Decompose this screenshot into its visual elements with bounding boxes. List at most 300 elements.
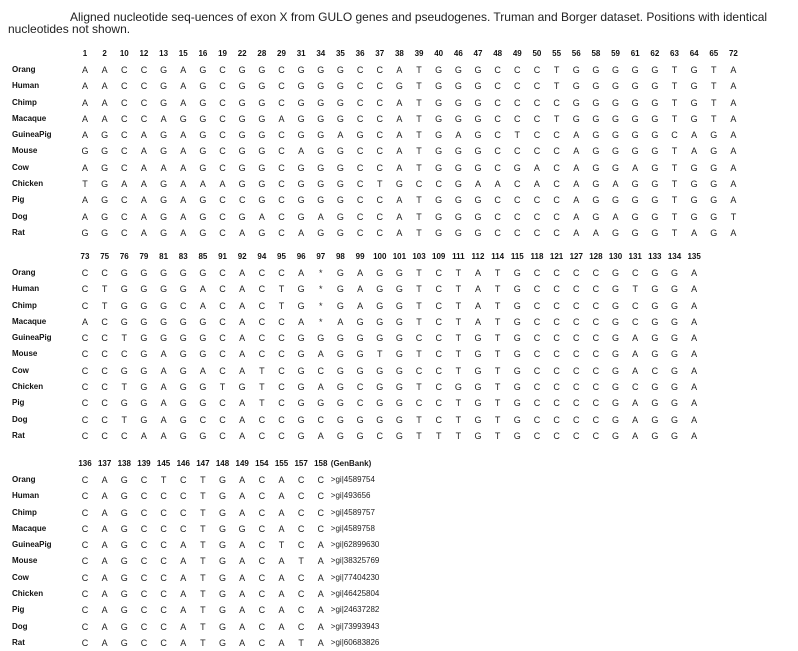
nucleotide: G: [238, 81, 246, 92]
nucleotide: A: [278, 637, 285, 648]
nucleotide: G: [160, 65, 168, 75]
nucleotide: C: [415, 333, 423, 344]
nucleotide: G: [651, 97, 659, 108]
nucleotide: A: [101, 572, 108, 583]
nucleotide: C: [219, 333, 226, 344]
nucleotide: T: [200, 475, 206, 485]
nucleotide: A: [632, 398, 639, 409]
nucleotide: G: [160, 81, 168, 92]
nucleotide: C: [160, 491, 167, 502]
species-label: Mouse: [12, 556, 38, 566]
nucleotide: C: [258, 589, 266, 600]
nucleotide: G: [395, 382, 403, 393]
nucleotide: G: [612, 430, 620, 441]
nucleotide: G: [376, 316, 384, 327]
nucleotide: T: [416, 227, 422, 238]
nucleotide: C: [297, 491, 305, 502]
nucleotide: A: [494, 179, 501, 190]
nucleotide: G: [690, 113, 698, 124]
nucleotide: G: [297, 398, 305, 409]
nucleotide: C: [258, 300, 266, 311]
nucleotide: A: [691, 130, 698, 141]
nucleotide: G: [219, 637, 227, 648]
nucleotide: C: [140, 621, 148, 632]
nucleotide: G: [160, 316, 168, 327]
nucleotide: G: [258, 65, 266, 75]
nucleotide: A: [140, 146, 147, 157]
nucleotide: C: [435, 179, 442, 190]
nucleotide: C: [533, 316, 541, 327]
position-number: 131: [628, 252, 642, 261]
nucleotide: C: [494, 113, 501, 124]
nucleotide: A: [632, 414, 639, 425]
nucleotide: C: [533, 211, 541, 222]
nucleotide: T: [259, 365, 265, 376]
nucleotide: G: [631, 113, 639, 124]
nucleotide: A: [691, 430, 698, 441]
nucleotide: G: [199, 333, 207, 344]
nucleotide: G: [670, 349, 678, 360]
nucleotide: G: [395, 333, 403, 344]
nucleotide: A: [180, 227, 187, 238]
nucleotide: G: [219, 621, 227, 632]
nucleotide: C: [376, 227, 383, 238]
nucleotide: G: [120, 540, 128, 551]
nucleotide: T: [455, 349, 462, 360]
position-number: 134: [667, 252, 682, 261]
nucleotide: G: [670, 316, 678, 327]
position-number: 118: [530, 252, 544, 261]
nucleotide: G: [612, 227, 620, 238]
nucleotide: C: [180, 491, 187, 502]
nucleotide: A: [180, 621, 187, 632]
nucleotide: G: [179, 414, 187, 425]
nucleotide: T: [416, 316, 422, 327]
nucleotide: A: [573, 211, 580, 222]
species-label: Orang: [12, 65, 36, 74]
nucleotide: G: [435, 97, 443, 108]
nucleotide: G: [612, 97, 620, 108]
species-label: Macaque: [12, 523, 47, 533]
nucleotide: T: [160, 475, 167, 485]
nucleotide: A: [101, 605, 108, 616]
position-number: 95: [277, 252, 286, 261]
nucleotide: C: [81, 540, 89, 551]
species-label: Mouse: [12, 349, 38, 359]
nucleotide: G: [612, 414, 620, 425]
nucleotide: G: [513, 284, 521, 295]
nucleotide: G: [160, 146, 168, 157]
nucleotide: C: [180, 475, 187, 485]
nucleotide: T: [416, 284, 422, 295]
species-label: Orang: [12, 268, 36, 277]
nucleotide: A: [101, 523, 108, 534]
nucleotide: G: [670, 414, 678, 425]
nucleotide: A: [533, 162, 540, 173]
nucleotide: T: [416, 349, 422, 360]
nucleotide: G: [238, 65, 246, 75]
nucleotide: C: [533, 146, 541, 157]
nucleotide: A: [691, 300, 698, 311]
nucleotide: G: [572, 97, 580, 108]
nucleotide: A: [258, 211, 265, 222]
nucleotide: A: [239, 349, 246, 360]
nucleotide: C: [435, 365, 442, 376]
nucleotide: G: [612, 398, 620, 409]
nucleotide: G: [435, 81, 443, 92]
nucleotide: G: [651, 211, 659, 222]
species-label: Rat: [12, 637, 25, 647]
nucleotide: T: [553, 65, 560, 75]
nucleotide: A: [573, 195, 580, 206]
nucleotide: G: [219, 475, 227, 485]
nucleotide: C: [553, 349, 560, 360]
nucleotide: C: [81, 349, 89, 360]
nucleotide: T: [435, 430, 442, 441]
nucleotide: C: [435, 414, 442, 425]
nucleotide: T: [671, 162, 678, 173]
nucleotide: G: [474, 333, 482, 344]
nucleotide: A: [612, 211, 619, 222]
position-number: 147: [196, 459, 210, 468]
nucleotide: C: [278, 130, 285, 141]
nucleotide: G: [395, 316, 403, 327]
nucleotide: C: [573, 430, 580, 441]
nucleotide: G: [592, 162, 600, 173]
position-number: 58: [591, 49, 601, 58]
position-number: 72: [728, 49, 738, 58]
nucleotide: C: [140, 556, 148, 567]
nucleotide: C: [415, 398, 423, 409]
nucleotide: C: [219, 130, 226, 141]
nucleotide: G: [336, 162, 344, 173]
nucleotide: G: [435, 162, 443, 173]
nucleotide: G: [317, 333, 325, 344]
nucleotide: C: [297, 523, 305, 534]
position-number: 155: [274, 459, 289, 468]
genbank-id: >gi|73993943: [330, 621, 380, 631]
nucleotide: C: [553, 382, 560, 393]
nucleotide: G: [631, 195, 639, 206]
nucleotide: C: [494, 81, 501, 92]
nucleotide: C: [219, 81, 226, 92]
nucleotide: A: [632, 349, 639, 360]
nucleotide: A: [199, 284, 206, 295]
nucleotide: C: [514, 97, 521, 108]
nucleotide: A: [691, 316, 698, 327]
nucleotide: C: [553, 97, 560, 108]
nucleotide: G: [651, 195, 659, 206]
nucleotide: C: [160, 637, 167, 648]
nucleotide: A: [180, 179, 187, 190]
nucleotide: T: [121, 382, 128, 393]
nucleotide: C: [376, 162, 383, 173]
nucleotide: G: [376, 398, 384, 409]
nucleotide: T: [494, 300, 501, 311]
nucleotide: C: [81, 268, 89, 278]
nucleotide: C: [356, 227, 364, 238]
nucleotide: T: [553, 113, 560, 124]
nucleotide: C: [160, 572, 167, 583]
nucleotide: C: [160, 540, 167, 551]
nucleotide: A: [632, 365, 639, 376]
nucleotide: C: [101, 333, 108, 344]
nucleotide: G: [572, 81, 580, 92]
nucleotide: C: [573, 414, 580, 425]
nucleotide: C: [140, 475, 148, 485]
nucleotide: A: [160, 365, 167, 376]
nucleotide: A: [140, 195, 147, 206]
nucleotide: G: [376, 268, 384, 278]
nucleotide: G: [317, 398, 325, 409]
nucleotide: T: [711, 113, 717, 124]
nucleotide: G: [101, 162, 109, 173]
nucleotide: G: [120, 507, 128, 518]
nucleotide: G: [238, 211, 246, 222]
nucleotide: A: [239, 507, 246, 518]
nucleotide: C: [356, 97, 364, 108]
nucleotide: G: [513, 365, 521, 376]
nucleotide: C: [278, 365, 285, 376]
nucleotide: C: [553, 430, 560, 441]
position-number: 81: [159, 252, 169, 261]
nucleotide: T: [494, 349, 501, 360]
nucleotide: C: [553, 146, 560, 157]
nucleotide: A: [101, 637, 108, 648]
nucleotide: C: [81, 572, 89, 583]
nucleotide: A: [691, 349, 698, 360]
nucleotide: A: [396, 65, 403, 75]
nucleotide: G: [690, 179, 698, 190]
nucleotide: G: [454, 65, 462, 75]
nucleotide: G: [336, 414, 344, 425]
nucleotide: A: [199, 300, 206, 311]
nucleotide: A: [180, 540, 187, 551]
genbank-id: >gi|493656: [330, 491, 371, 501]
nucleotide: C: [160, 507, 167, 518]
nucleotide: G: [140, 268, 148, 278]
nucleotide: A: [691, 227, 698, 238]
nucleotide: G: [474, 382, 482, 393]
nucleotide: A: [140, 430, 147, 441]
nucleotide: G: [336, 113, 344, 124]
nucleotide: C: [278, 211, 285, 222]
nucleotide: G: [336, 430, 344, 441]
nucleotide: G: [670, 398, 678, 409]
nucleotide: G: [474, 414, 482, 425]
nucleotide: C: [219, 365, 226, 376]
nucleotide: T: [416, 130, 422, 141]
nucleotide: C: [553, 333, 560, 344]
nucleotide: C: [81, 556, 89, 567]
nucleotide: G: [219, 523, 227, 534]
nucleotide: G: [199, 398, 207, 409]
nucleotide: C: [494, 130, 501, 141]
nucleotide: A: [474, 284, 481, 295]
nucleotide: G: [651, 162, 659, 173]
nucleotide: A: [180, 65, 187, 75]
nucleotide: C: [278, 316, 285, 327]
position-number: 83: [178, 252, 188, 261]
position-number: 127: [569, 252, 583, 261]
nucleotide: T: [455, 430, 462, 441]
nucleotide: A: [199, 179, 206, 190]
nucleotide: A: [317, 556, 324, 567]
nucleotide: G: [454, 162, 462, 173]
nucleotide: T: [298, 556, 304, 567]
nucleotide: G: [297, 349, 305, 360]
nucleotide: G: [160, 227, 168, 238]
nucleotide: G: [140, 382, 148, 393]
nucleotide: G: [454, 382, 462, 393]
nucleotide: T: [416, 430, 422, 441]
nucleotide: C: [592, 333, 600, 344]
position-number: 34: [316, 49, 326, 58]
nucleotide: G: [297, 284, 305, 295]
nucleotide: A: [239, 398, 246, 409]
nucleotide: G: [297, 113, 305, 124]
position-number: 22: [237, 49, 247, 58]
nucleotide: A: [180, 572, 187, 583]
nucleotide: G: [219, 556, 227, 567]
nucleotide: C: [101, 414, 108, 425]
nucleotide: G: [238, 179, 246, 190]
nucleotide: C: [219, 211, 226, 222]
nucleotide: A: [219, 179, 226, 190]
nucleotide: C: [297, 475, 305, 485]
nucleotide: G: [651, 130, 659, 141]
nucleotide: T: [494, 430, 501, 441]
nucleotide: G: [356, 130, 364, 141]
nucleotide: G: [435, 146, 443, 157]
nucleotide: A: [101, 556, 108, 567]
nucleotide: G: [670, 382, 678, 393]
nucleotide: C: [356, 81, 364, 92]
nucleotide: G: [474, 195, 482, 206]
nucleotide: G: [376, 300, 384, 311]
nucleotide: A: [160, 430, 167, 441]
nucleotide: C: [317, 507, 325, 518]
nucleotide: T: [494, 414, 501, 425]
nucleotide: T: [200, 605, 206, 616]
nucleotide: C: [140, 507, 148, 518]
nucleotide: C: [592, 398, 600, 409]
nucleotide: G: [474, 430, 482, 441]
nucleotide: G: [592, 97, 600, 108]
nucleotide: T: [711, 65, 717, 75]
nucleotide: G: [179, 316, 187, 327]
nucleotide: G: [612, 365, 620, 376]
position-number: 114: [491, 252, 505, 261]
nucleotide: G: [710, 146, 718, 157]
nucleotide: A: [160, 398, 167, 409]
nucleotide: A: [140, 162, 147, 173]
nucleotide: A: [140, 130, 147, 141]
nucleotide: G: [395, 268, 403, 278]
nucleotide: A: [160, 414, 167, 425]
nucleotide: A: [730, 97, 737, 108]
nucleotide: A: [317, 572, 324, 583]
nucleotide: A: [730, 130, 737, 141]
nucleotide: G: [179, 398, 187, 409]
nucleotide: C: [81, 382, 89, 393]
nucleotide: *: [319, 300, 323, 311]
nucleotide: C: [376, 430, 383, 441]
nucleotide: C: [573, 382, 580, 393]
nucleotide: C: [180, 507, 187, 518]
position-number: 10: [119, 49, 129, 58]
nucleotide: G: [160, 268, 168, 278]
nucleotide: T: [200, 556, 206, 567]
nucleotide: A: [278, 523, 285, 534]
nucleotide: C: [140, 523, 148, 534]
nucleotide: T: [200, 523, 206, 534]
nucleotide: C: [81, 507, 89, 518]
nucleotide: C: [494, 65, 501, 75]
nucleotide: A: [474, 268, 481, 278]
nucleotide: T: [553, 81, 560, 92]
nucleotide: G: [474, 398, 482, 409]
position-number: 62: [650, 49, 660, 58]
position-number: 79: [139, 252, 149, 261]
nucleotide: A: [101, 65, 108, 75]
nucleotide: A: [396, 195, 403, 206]
nucleotide: C: [533, 430, 541, 441]
nucleotide: G: [120, 365, 128, 376]
nucleotide: C: [258, 333, 266, 344]
nucleotide: G: [101, 227, 109, 238]
nucleotide: G: [120, 556, 128, 567]
nucleotide: G: [336, 97, 344, 108]
nucleotide: G: [81, 227, 89, 238]
nucleotide: C: [592, 382, 600, 393]
nucleotide: G: [612, 300, 620, 311]
nucleotide: A: [337, 130, 344, 141]
nucleotide: G: [120, 637, 128, 648]
nucleotide: C: [278, 333, 285, 344]
nucleotide: C: [533, 97, 541, 108]
nucleotide: T: [494, 316, 501, 327]
nucleotide: T: [416, 65, 422, 75]
nucleotide: A: [101, 621, 108, 632]
nucleotide: C: [376, 113, 383, 124]
nucleotide: C: [514, 227, 521, 238]
nucleotide: A: [298, 146, 305, 157]
position-number: 47: [473, 49, 483, 58]
nucleotide: C: [81, 398, 89, 409]
nucleotide: A: [239, 572, 246, 583]
nucleotide: C: [258, 523, 266, 534]
nucleotide: C: [160, 523, 167, 534]
position-number: 75: [100, 252, 110, 261]
nucleotide: G: [120, 572, 128, 583]
nucleotide: G: [651, 398, 659, 409]
nucleotide: G: [199, 130, 207, 141]
nucleotide: C: [533, 414, 541, 425]
nucleotide: G: [612, 349, 620, 360]
nucleotide: G: [297, 130, 305, 141]
nucleotide: A: [239, 637, 246, 648]
nucleotide: T: [671, 211, 678, 222]
nucleotide: G: [199, 146, 207, 157]
position-number: 64: [689, 49, 699, 58]
nucleotide: G: [317, 179, 325, 190]
position-number: 154: [255, 459, 269, 468]
nucleotide: T: [259, 398, 265, 409]
nucleotide: A: [239, 414, 246, 425]
nucleotide: G: [336, 146, 344, 157]
nucleotide: T: [259, 382, 265, 393]
